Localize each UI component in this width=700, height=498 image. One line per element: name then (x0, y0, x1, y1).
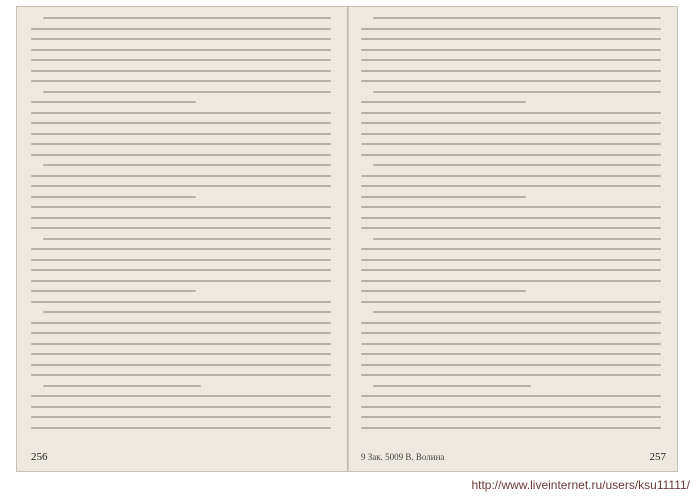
text-line-placeholder (31, 38, 331, 40)
text-line-placeholder (31, 175, 331, 177)
text-line-placeholder (361, 143, 661, 145)
text-line-placeholder (31, 196, 196, 198)
text-line-placeholder (361, 175, 661, 177)
text-line-placeholder (361, 248, 661, 250)
text-line-placeholder (361, 133, 661, 135)
text-line-placeholder (31, 332, 331, 334)
text-line-placeholder (373, 311, 661, 313)
text-line-placeholder (43, 385, 201, 387)
printer-signature-note: 9 Зак. 5009 В. Волина (361, 452, 445, 462)
text-line-placeholder (361, 269, 661, 271)
text-line-placeholder (361, 227, 661, 229)
text-line-placeholder (31, 406, 331, 408)
text-line-placeholder (31, 49, 331, 51)
text-line-placeholder (43, 17, 331, 19)
text-line-placeholder (361, 196, 526, 198)
text-line-placeholder (361, 59, 661, 61)
text-line-placeholder (361, 80, 661, 82)
text-line-placeholder (361, 332, 661, 334)
text-line-placeholder (361, 101, 526, 103)
text-line-placeholder (31, 143, 331, 145)
text-line-placeholder (43, 164, 331, 166)
text-line-placeholder (361, 343, 661, 345)
text-line-placeholder (31, 248, 331, 250)
text-line-placeholder (31, 353, 331, 355)
right-page-text-area (361, 17, 666, 437)
text-line-placeholder (361, 290, 526, 292)
text-line-placeholder (361, 427, 661, 429)
text-line-placeholder (31, 122, 331, 124)
text-line-placeholder (43, 91, 331, 93)
text-line-placeholder (361, 49, 661, 51)
book-gutter (347, 7, 349, 471)
text-line-placeholder (31, 280, 331, 282)
text-line-placeholder (361, 364, 661, 366)
right-page-number: 257 (649, 451, 666, 463)
text-line-placeholder (361, 70, 661, 72)
text-line-placeholder (31, 290, 196, 292)
text-line-placeholder (31, 80, 331, 82)
text-line-placeholder (31, 154, 331, 156)
text-line-placeholder (361, 38, 661, 40)
text-line-placeholder (31, 416, 331, 418)
text-line-placeholder (31, 185, 331, 187)
text-line-placeholder (373, 164, 661, 166)
left-page (31, 17, 336, 463)
text-line-placeholder (361, 185, 661, 187)
text-line-placeholder (373, 385, 531, 387)
text-line-placeholder (31, 395, 331, 397)
text-line-placeholder (31, 259, 331, 261)
left-page-number: 256 (31, 451, 48, 463)
text-line-placeholder (31, 374, 331, 376)
text-line-placeholder (43, 238, 331, 240)
text-line-placeholder (361, 259, 661, 261)
text-line-placeholder (31, 28, 331, 30)
text-line-placeholder (373, 17, 661, 19)
text-line-placeholder (31, 133, 331, 135)
text-line-placeholder (373, 91, 661, 93)
text-line-placeholder (361, 112, 661, 114)
text-line-placeholder (31, 70, 331, 72)
text-line-placeholder (361, 280, 661, 282)
text-line-placeholder (361, 395, 661, 397)
text-line-placeholder (373, 238, 661, 240)
book-spread (16, 6, 678, 472)
text-line-placeholder (361, 206, 661, 208)
text-line-placeholder (31, 112, 331, 114)
text-line-placeholder (361, 374, 661, 376)
text-line-placeholder (31, 427, 331, 429)
text-line-placeholder (361, 406, 661, 408)
right-page (361, 17, 666, 463)
left-page-text-area (31, 17, 336, 437)
text-line-placeholder (31, 301, 331, 303)
text-line-placeholder (361, 301, 661, 303)
text-line-placeholder (31, 217, 331, 219)
text-line-placeholder (361, 122, 661, 124)
text-line-placeholder (361, 217, 661, 219)
text-line-placeholder (31, 101, 196, 103)
text-line-placeholder (361, 353, 661, 355)
text-line-placeholder (43, 311, 331, 313)
text-line-placeholder (361, 416, 661, 418)
text-line-placeholder (361, 28, 661, 30)
text-line-placeholder (361, 154, 661, 156)
watermark-url[interactable]: http://www.liveinternet.ru/users/ksu11111/ (471, 478, 690, 492)
text-line-placeholder (361, 322, 661, 324)
text-line-placeholder (31, 322, 331, 324)
text-line-placeholder (31, 364, 331, 366)
text-line-placeholder (31, 206, 331, 208)
text-line-placeholder (31, 343, 331, 345)
text-line-placeholder (31, 59, 331, 61)
text-line-placeholder (31, 227, 331, 229)
text-line-placeholder (31, 269, 331, 271)
